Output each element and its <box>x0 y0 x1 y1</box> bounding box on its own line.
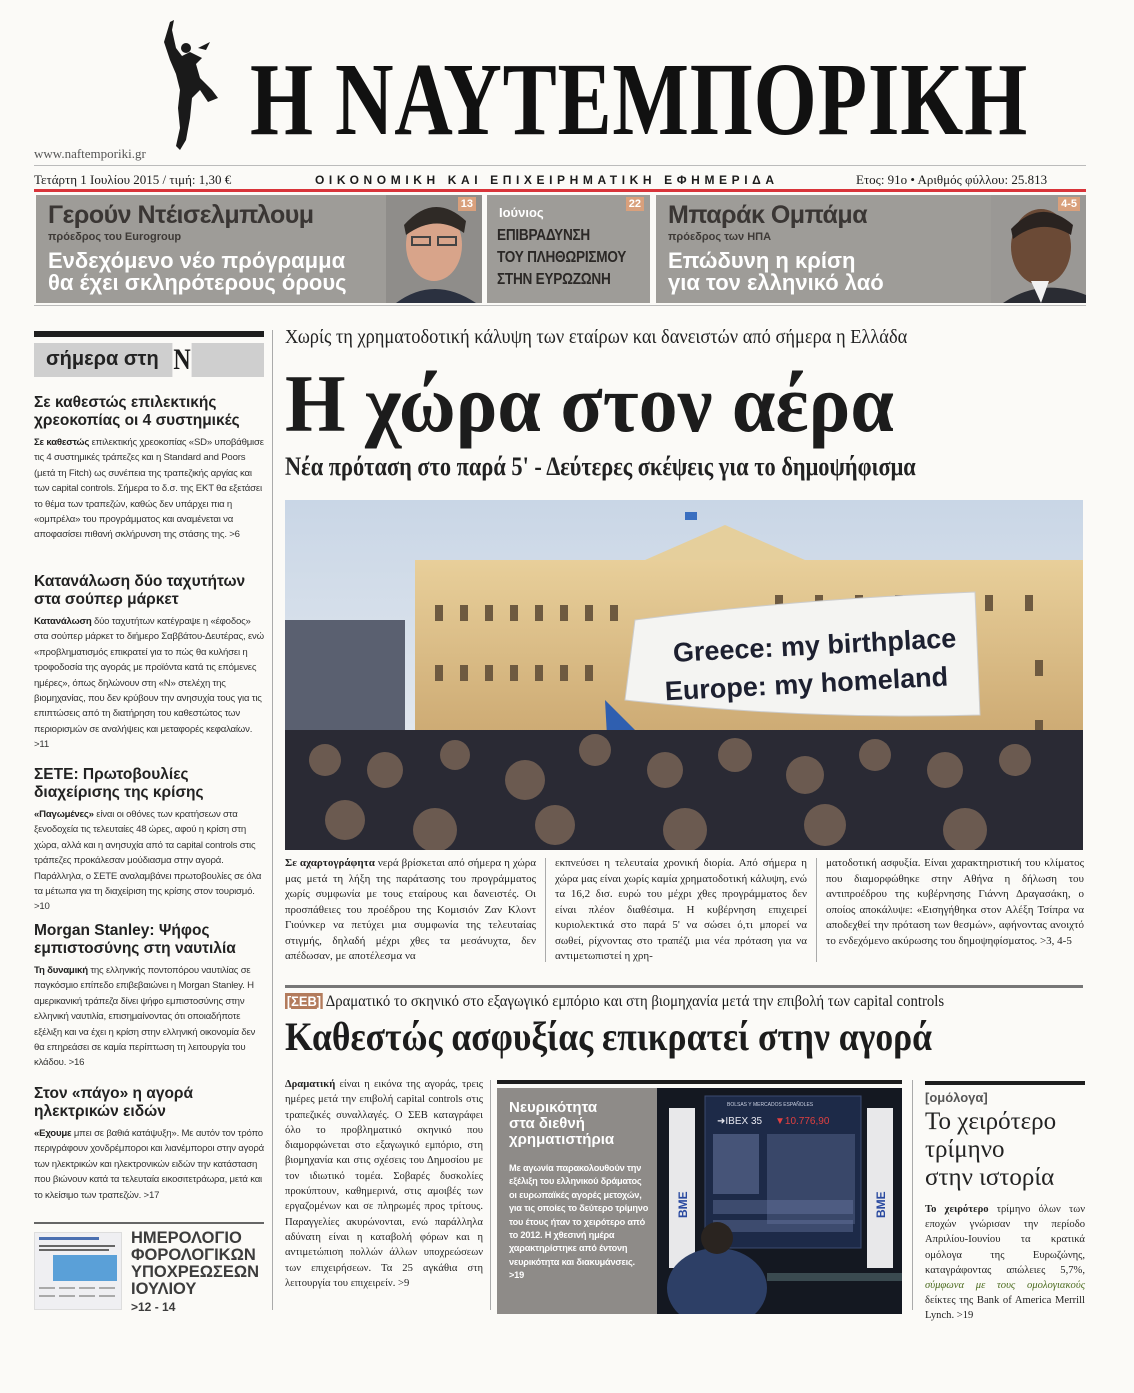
divider <box>34 1222 264 1224</box>
story-lead: «Παγωμένες» <box>34 809 94 820</box>
headline-line: στην ιστορία <box>925 1164 1055 1191</box>
bonds-top-bar <box>925 1081 1085 1085</box>
bonds-tag: [ομόλογα] <box>925 1090 988 1105</box>
seb-article-text <box>285 1077 483 1291</box>
main-article-column-2: εκπνεύσει η τελευταία χρονική διορία. Από σήμερα η χώρα μας είναι χωρίς καμία χρηματοδοτική κάλυψη, ενώ τα 16,2 δισ. ευρώ του μέχρι χθες προγράμματος δεν είναι πλέον διαθέσιμα. Η κυβέρνηση επιχειρεί κυριολεκτικά στο παρά 5' να σώσει ό,τι μπορεί να σωθεί, ρίχνοντας στο τραπέζι μια νέα πρόταση για να αντιμετωπιστεί η χρη- <box>555 857 807 962</box>
column-divider <box>490 1080 491 1310</box>
column-divider <box>272 330 273 1310</box>
teaser-name: Γερούν Ντέισελμπλουμ <box>48 201 314 229</box>
teaser-inflation[interactable] <box>487 195 650 303</box>
story-title: ΣΕΤΕ: Πρωτοβουλίες διαχείρισης της κρίσης <box>34 766 204 801</box>
seb-headline[interactable]: Καθεστώς ασφυξίας επικρατεί στην αγορά <box>285 1014 933 1059</box>
sidebar-top-bar <box>34 331 264 337</box>
story-lead: «Εχουμε <box>34 1128 72 1139</box>
today-logo-letter: N <box>173 343 191 376</box>
banner-text-line-2: Europe: my homeland <box>664 661 949 707</box>
divider <box>285 985 1083 988</box>
main-photo-protest <box>285 500 1083 850</box>
divider <box>34 165 1086 166</box>
article-lead: Σε αχαρτογράφητα <box>285 857 375 869</box>
teaser-headline: Επώδυνη η κρίση <box>668 248 856 273</box>
main-kicker: Χωρίς τη χρηματοδοτική κάλυψη των εταίρων και δανειστών από σήμερα η Ελλάδα <box>285 326 908 348</box>
story-text <box>34 963 264 1071</box>
calendar-page-ref: >12 - 14 <box>131 1300 176 1314</box>
story-body: μπει σε βαθιά κατάψυξη». Με αυτόν τον τρόπο περιγράφουν χονδρέμποροι και λιανέμποροι στην αγορά των ηλεκτρικών και ηλεκτρονικών ειδών την κατάσταση που βιώνουν κατά τα τελευταία εικοσιτετράωρα, μετά και το κλείσιμο των τραπεζών. >17 <box>34 1128 264 1201</box>
main-subhead: Νέα πρόταση στο παρά 5' - Δεύτερες σκέψεις για το δημοψήφισμα <box>285 452 916 481</box>
headline-line: ΕΠΙΒΡΑΔΥΝΣΗ <box>497 227 590 244</box>
hermes-logo-icon <box>150 18 225 153</box>
story-text <box>34 435 264 543</box>
title-line: χρηματιστήρια <box>509 1131 615 1148</box>
headline-line: τρίμηνο <box>925 1136 1005 1163</box>
sidebar-story[interactable] <box>34 766 264 915</box>
story-lead: Σε καθεστώς <box>34 437 90 448</box>
main-article-column-3: ματοδοτική ασφυξία. Είναι χαρακτηριστική του κλίματος που διαμορφώθηκε στην Αθήνα η δήλωση του αντιπροέδρου της κυβέρνησης Γιάννη Δραγασάκη, ο οποίος αποκάλυψε: «Εισηγήθηκα στον Αλέξη Τσίπρα να αποδεχθεί την πρόταση των θεσμών», αφήνοντας ανοιχτό το ενδεχόμενο ακύρωσης του δημοψηφίσματος. >3, 4-5 <box>826 857 1084 947</box>
website-url[interactable]: www.naftemporiki.gr <box>34 146 146 161</box>
column-divider <box>545 858 546 962</box>
headline-line: Το χειρότερο <box>925 1108 1057 1135</box>
divider <box>34 305 1086 306</box>
teaser-obama[interactable] <box>656 195 1086 303</box>
story-lead: Κατανάλωση <box>34 616 92 627</box>
page-ref: 13 <box>458 197 476 211</box>
teaser-headline: θα έχει σκληρότερους όρους <box>48 270 347 295</box>
story-lead: Τη δυναμική <box>34 965 88 976</box>
teaser-headline: Ενδεχόμενο νέο πρόγραμμα <box>48 248 346 273</box>
article-lead: Το χειρότερο <box>925 1204 989 1215</box>
story-title: Στον «πάγο» η αγορά ηλεκτρικών ειδών <box>34 1085 194 1120</box>
story-text <box>34 614 264 753</box>
masthead-title: Η ΝΑΥΤΕΜΠΟΡΙΚΗ <box>250 42 1028 157</box>
article-lead: Δραματική <box>285 1079 336 1090</box>
headline-line: ΣΤΗΝ ΕΥΡΩΖΩΝΗ <box>497 271 611 288</box>
teaser-name: Μπαράκ Ομπάμα <box>668 201 868 229</box>
tagline: ΟΙΚΟΝΟΜΙΚΗ ΚΑΙ ΕΠΙΧΕΙΡΗΜΑΤΙΚΗ ΕΦΗΜΕΡΙΔΑ <box>315 173 779 187</box>
bonds-text <box>925 1202 1085 1324</box>
teaser-month: Ιούνιος <box>499 205 544 220</box>
story-body: της ελληνικής ποντοπόρου ναυτιλίας σε παγκόσμιο επίπεδο επιβεβαιώνει η Morgan Stanley. Η αμερικανική τράπεζα δίνει ψήφο εμπιστοσύνης στην ελληνική ναυτιλία, επισημαίνοντας ότι οποιαδήποτε εξέλιξη και να έχει η κρίση στην ελληνική οικονομία δεν θα επηρεάσει σε καμία περίπτωση τη λειτουργία του κλάδου. >16 <box>34 965 256 1069</box>
sidebar-story[interactable] <box>34 1085 264 1203</box>
stock-exchange-photo <box>657 1088 902 1314</box>
calendar-title-line: ΗΜΕΡΟΛΟΓΙΟ <box>131 1229 242 1247</box>
markets-box-text: Με αγωνία παρακολουθούν την εξέλιξη του ελληνικού δράματος οι ευρωπαϊκές αγορές μετοχών, για τις οποίες το δεύτερο τρίμηνο του έτους ήταν το χειρότερο από το 2012. Η χθεσινή ημέρα χαρακτηρίστηκε από έντονη νευρικότητα και διακυμάνσεις. >19 <box>509 1163 649 1281</box>
calendar-title[interactable] <box>131 1230 259 1298</box>
sidebar-story[interactable] <box>34 394 264 543</box>
teaser-headline: για τον ελληνικό λαό <box>668 270 884 295</box>
article-text: δείκτες της Bank of America Merrill Lynch. >19 <box>925 1295 1085 1322</box>
box-top-bar <box>497 1080 902 1084</box>
title-line: στα διεθνή <box>509 1115 585 1132</box>
story-body: δύο ταχυτήτων κατέγραψε η «έφοδος» στα σούπερ μάρκετ το διήμερο Σαββάτου-Δευτέρας, ενώ «προβληματισμός επικρατεί για το πώς θα κυλήσει η τροφοδοσία της αγοράς με προϊόντα κατά τις επόμενες ημέρες», όπως δηλώνουν στη «Ν» στελέχη της βιομηχανίας, που δεν κρύβουν την ανησυχία τους για τις επιπτώσεις από τη διατήρηση του καθεστώτος των περιορισμών σε αναλήψεις και μεταφορές κεφαλαίων. >11 <box>34 616 264 751</box>
markets-box-title[interactable] <box>509 1100 614 1148</box>
article-text: τρίμηνο όλων των εποχών γνώρισαν την περίοδο Απριλίου-Ιουνίου τα κρατικά ομόλογα της Ευρωζώνης, καταγράφοντας απώλειες 5,7%, <box>925 1204 1085 1276</box>
teaser-role: πρόεδρος του Eurogroup <box>48 231 182 243</box>
story-title: Morgan Stanley: Ψήφος εμπιστοσύνης στη ναυτιλία <box>34 922 236 957</box>
bme-logo-right: BME <box>874 1191 888 1218</box>
teaser-dijsselbloem[interactable] <box>36 195 482 303</box>
issue-info: Ετος: 91ο • Αριθμός φύλλου: 25.813 <box>856 172 1048 187</box>
portrait-dijsselbloem <box>386 195 482 303</box>
teaser-role: πρόεδρος των ΗΠΑ <box>668 231 772 243</box>
board-value: ▼10.776,90 <box>775 1116 830 1127</box>
story-text <box>34 1126 264 1203</box>
sidebar-story[interactable] <box>34 573 264 753</box>
story-title: Κατανάλωση δύο ταχυτήτων στα σούπερ μάρκετ <box>34 573 246 608</box>
bme-logo-left: BME <box>676 1191 690 1218</box>
main-headline[interactable]: Η χώρα στον αέρα <box>285 358 894 449</box>
teaser-headline <box>497 225 626 291</box>
calendar-title-line: ΥΠΟΧΡΕΩΣΕΩΝ <box>131 1263 260 1281</box>
banner-text-line-1: Greece: my birthplace <box>672 623 957 668</box>
calendar-title-line: ΙΟΥΛΙΟΥ <box>131 1280 197 1298</box>
date-price: Τετάρτη 1 Ιουλίου 2015 / τιμή: 1,30 € <box>34 172 232 187</box>
seb-kicker <box>285 993 944 1011</box>
seb-tag: [ΣΕΒ] <box>286 993 322 1009</box>
column-divider <box>816 858 817 962</box>
story-body: επιλεκτικής χρεοκοπίας «SD» υποβάθμισε τις 4 συστημικές τράπεζες και η Standard and Poors (μετά τη Fitch) ως συνέπεια της τραπεζικής αργίας και των capital controls. Σήμερα το δ.σ. της ΕΚΤ θα εξετάσει το θέμα των τραπεζών, καθώς δεν υπάρχει πια η «ομπρέλα» του προγράμματος και αναμένεται να αποφασίσει πιθανή σκλήρυνση της στάσης της. >6 <box>34 437 264 541</box>
title-line: Νευρικότητα <box>509 1099 598 1116</box>
page-ref: 22 <box>626 197 644 211</box>
headline-line: ΤΟΥ ΠΛΗΘΩΡΙΣΜΟΥ <box>497 249 627 266</box>
main-article-column-1 <box>285 856 536 965</box>
story-body: είναι οι οθόνες των κρατήσεων στα ξενοδοχεία τις τελευταίες 48 ώρες, αφού η κρίση στη χώρα, αλλά και η ανησυχία από τα capital controls στις τράπεζες προκάλεσαν μούδιασμα στην αγορά. Παράλληλα, ο ΣΕΤΕ αναλαμβάνει πρωτοβουλίες σε όλα τα μέτωπα για τη διαχείριση της κρίσης στον τουρισμό. >10 <box>34 809 262 913</box>
article-text: είναι η εικόνα της αγοράς, τρεις ημέρες μετά την επιβολή capital controls στις τραπεζικές συναλλαγές. Ο ΣΕΒ καταγράφει όλο το προβληματικό σκηνικό που διαμορφώνεται στο εξαγωγικό εμπόριο, στη βιομηχανία και στις σχέσεις του Δημοσίου με τον ιδιωτικό τομέα. Σοβαρές δυσκολίες προκύπτουν, καθημερινά, στις αμοιβές των εργαζομένων και σε πληρωμές προς τρίτους. Παραγγελίες ακυρώνονται, ενώ παράλληλα αδύνατη είναι η καταβολή φόρων και η αντιμετώπιση πολλών άλλων υποχρεώσεων των επιχειρήσεων. Τα 25 αγκάθια στη λειτουργία του επιχειρείν. >9 <box>285 1079 483 1289</box>
story-title: Σε καθεστώς επιλεκτικής χρεοκοπίας οι 4 συστημικές <box>34 394 240 429</box>
red-divider <box>34 189 1086 192</box>
article-italic: σύμφωνα με τους ομολογιακούς <box>925 1280 1085 1292</box>
column-divider <box>912 1080 913 1310</box>
board-index: ➜IBEX 35 <box>717 1116 763 1127</box>
story-text <box>34 807 264 915</box>
today-label: σήμερα στη <box>46 348 159 370</box>
seb-kicker-text: Δραματικό το σκηνικό στο εξαγωγικό εμπόριο και στη βιομηχανία μετά την επιβολή των capital controls <box>325 993 945 1010</box>
portrait-obama <box>991 195 1086 303</box>
sidebar-story[interactable] <box>34 922 264 1071</box>
calendar-title-line: ΦΟΡΟΛΟΓΙΚΩΝ <box>131 1246 256 1264</box>
page-ref: 4-5 <box>1058 197 1080 211</box>
board-header: BOLSAS Y MERCADOS ESPAÑOLES <box>727 1102 814 1108</box>
calendar-thumbnail[interactable] <box>34 1232 122 1310</box>
bonds-headline[interactable] <box>925 1108 1056 1192</box>
article-text: νερά βρίσκεται από σήμερα η χώρα μας μετά τη λήξη της παράτασης του προγράμματος χωρίς συμφωνία με τους εταίρους και δανειστές. Οι προσπάθειες του προέδρου της Κομισιόν Ζαν Κλοντ Γιούνκερ να πετύχει μια συμφωνία της τελευταίας στιγμής, δηλαδή μέχρι χθες τα μεσάνυχτα, δεν απέδωσαν, με αποτέλεσμα να <box>285 857 536 962</box>
